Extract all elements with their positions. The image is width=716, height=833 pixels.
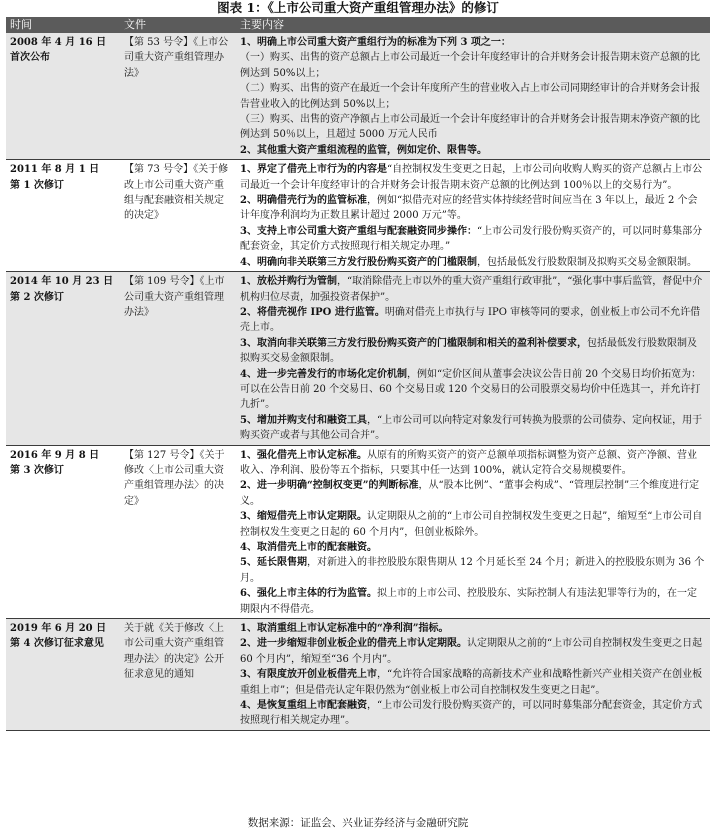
- row-time: [6, 272, 120, 445]
- row-document: 【第 73 号令】《关于修改上市公司重大资产重组与配套融资相关规定的决定》: [120, 160, 236, 272]
- table-header: [6, 17, 710, 33]
- row-content: [236, 619, 710, 731]
- content-item: 4、取消借壳上市的配套融资。: [240, 542, 377, 553]
- header-doc: 文件: [120, 17, 236, 33]
- content-lead: 2、明确借壳行为的监管标准: [240, 195, 367, 207]
- content-item: 2、其他重大资产重组流程的监管，例如定价、限售等。: [240, 144, 487, 156]
- content-item: 3、支持上市公司重大资产重组与配套融资同步操作：“上市公司发行股份购买资产的，可以同时募集部分配套资金，其定价方式按照现行相关规定办理。”: [240, 225, 703, 253]
- content-lead: 2、进一步明确“控制权变更”的判断标准: [240, 480, 419, 492]
- row-stage: 第 4 次修订征求意见: [10, 638, 104, 650]
- row-content: [236, 445, 710, 618]
- content-lead: 5、延长限售期: [240, 557, 307, 569]
- row-document: 【第 109 号令】《上市公司重大资产重组管理办法》: [120, 272, 236, 445]
- row-time: [6, 445, 120, 618]
- content-item: 3、取消向非关联第三方发行股份购买资产的门槛限制和相关的盈利补偿要求，包括最低发行股数限制及拟购买交易金额限制。: [240, 337, 697, 365]
- row-document: 【第 53 号令】《上市公司重大资产重组管理办法》: [120, 33, 236, 160]
- content-item: （二）购买、出售的资产在最近一个会计年度所产生的营业收入占上市公司同期经审计的合并财务会计报告营业收入的比例达到 50%以上；: [240, 83, 700, 110]
- content-item: 6、强化上市主体的行为监管。拟上市的上市公司、控股股东、实际控制人有违法犯罪等行为的，在一定期限内不得借壳。: [240, 588, 697, 615]
- content-item: 3、缩短借壳上市认定期限。认定期限从之前的“上市公司自控制权发生变更之日起”，缩短至“上市公司自控制权发生变更之日起的 60 个月内”，但创业板除外。: [240, 511, 703, 538]
- content-lead: 6、强化上市主体的行为监管。: [240, 588, 377, 600]
- content-lead: 3、取消向非关联第三方发行股份购买资产的门槛限制和相关的盈利补偿要求，: [240, 337, 587, 349]
- source-note: 数据来源：证监会、兴业证券经济与金融研究院: [247, 817, 469, 829]
- table-row: [6, 33, 710, 160]
- content-lead: 4、明确向非关联第三方发行股份购买资产的门槛限制: [240, 256, 477, 268]
- content-item: 4、明确向非关联第三方发行股份购买资产的门槛限制，包括最低发行股数限制及拟购买交易金额限制。: [240, 256, 697, 268]
- content-lead: 4、进一步完善发行的市场化定价机制: [240, 368, 407, 380]
- header-time: 时间: [6, 17, 120, 33]
- content-item: 2、明确借壳行为的监管标准，例如“拟借壳对应的经营实体持续经营时间应当在 3 年以上，最近 2 个会计年度净利润均为正数且累计超过 2000 万元”等。: [240, 195, 698, 222]
- content-item: 2、进一步明确“控制权变更”的判断标准，从“股本比例”、“董事会构成”、“管理层控制”三个维度进行定义。: [240, 480, 700, 507]
- row-document: 【第 127 号令】《关于修改〈上市公司重大资产重组管理办法〉的决定》: [120, 445, 236, 618]
- content-lead: 3、有限度放开创业板借壳上市: [240, 669, 377, 681]
- content-lead: 5、增加并购支付和融资工具: [240, 414, 367, 426]
- table-row: [6, 160, 710, 272]
- row-document: 关于就《关于修改〈上市公司重大资产重组管理办法〉的决定》公开征求意见的通知: [120, 619, 236, 731]
- revision-table: [6, 17, 710, 731]
- content-item: 2、将借壳视作 IPO 进行监管。明确对借壳上市执行与 IPO 审核等同的要求，创业板上市公司不允许借壳上市。: [240, 306, 701, 334]
- content-item: 4、进一步完善发行的市场化定价机制，例如“定价区间从董事会决议公告日前 20 个交易日均价拓宽为：可以在公告日前 20 个交易日、60 个交易日或 120 个交易日的公司股票交易均价中任选其一，并允许打九折”。: [240, 368, 702, 411]
- content-item: （一）购买、出售的资产总额占上市公司最近一个会计年度经审计的合并财务会计报告期末资产总额的比例达到 50%以上；: [240, 52, 700, 79]
- row-date: 2019 年 6 月 20 日: [10, 623, 107, 635]
- content-item: 4、是恢复重组上市配套融资，“上市公司发行股份购买资产的，可以同时募集部分配套资金，其定价方式按照现行相关规定办理”。: [240, 700, 703, 727]
- row-stage: 首次公布: [10, 52, 50, 64]
- content-item: （三）购买、出售的资产净额占上市公司最近一个会计年度经审计的合并财务会计报告期末净资产额的比例达到 50％以上，且超过 5000 万元人民币: [240, 114, 700, 141]
- table-row: [6, 445, 710, 618]
- content-lead: 1、放松并购行为管制: [240, 276, 337, 288]
- row-content: [236, 33, 710, 160]
- row-date: 2016 年 9 月 8 日: [10, 449, 100, 461]
- table-row: [6, 619, 710, 731]
- row-stage: 第 3 次修订: [10, 464, 64, 476]
- row-date: 2011 年 8 月 1 日: [10, 164, 100, 176]
- content-item: 3、有限度放开创业板借壳上市，“允许符合国家战略的高新技术产业和战略性新兴产业相关资产在创业板重组上市”；但是借壳认定年限仍然为“创业板上市公司自控制权发生变更之日起”。: [240, 669, 703, 696]
- content-lead: 1、强化借壳上市认定标准。: [240, 449, 367, 461]
- content-lead: 3、支持上市公司重大资产重组与配套融资同步操作：: [240, 225, 477, 237]
- row-content: [236, 160, 710, 272]
- row-date: 2014 年 10 月 23 日: [10, 276, 114, 288]
- row-time: [6, 619, 120, 731]
- content-lead: 2、将借壳视作 IPO 进行监管。: [240, 306, 385, 318]
- content-item: 1、明确上市公司重大资产重组行为的标准为下列 3 项之一：: [240, 37, 511, 48]
- row-content: [236, 272, 710, 445]
- row-stage: 第 2 次修订: [10, 291, 64, 303]
- content-item: 2、进一步缩短非创业板企业的借壳上市认定期限。认定期限从之前的“上市公司自控制权发生变更之日起 60 个月内”，缩短至“36 个月内”。: [240, 638, 703, 665]
- content-item: 1、取消重组上市认定标准中的“净利润”指标。: [240, 623, 449, 635]
- content-item: 5、延长限售期，对新进入的非控股股东限售期从 12 个月延长至 24 个月；新进入的控股股东则为 36 个月。: [240, 557, 705, 584]
- content-item: 1、放松并购行为管制，“取消除借壳上市以外的重大资产重组行政审批”，“强化事中事后监管，督促中介机构归位尽责，加强投资者保护”。: [240, 276, 703, 303]
- content-lead: 1、界定了借壳上市行为的内容是: [240, 164, 387, 176]
- content-lead: 2、进一步缩短非创业板企业的借壳上市认定期限。: [240, 638, 467, 650]
- row-date: 2008 年 4 月 16 日: [10, 37, 107, 48]
- content-lead: 4、是恢复重组上市配套融资: [240, 700, 367, 712]
- row-time: [6, 160, 120, 272]
- content-item: 1、界定了借壳上市行为的内容是“自控制权发生变更之日起，上市公司向收购人购买的资产总额占上市公司最近一个会计年度经审计的合并财务会计报告期末资产总额的比例达到 100％以上的交易行为”。: [240, 164, 703, 191]
- header-content: 主要内容: [236, 17, 710, 33]
- row-stage: 第 1 次修订: [10, 179, 64, 191]
- row-time: [6, 33, 120, 160]
- content-item: 5、增加并购支付和融资工具，“上市公司可以向特定对象发行可转换为股票的公司债券、定向权证，用于购买资产或者与其他公司合并”。: [240, 414, 703, 442]
- table-row: [6, 272, 710, 445]
- figure-title: 图表 1：《上市公司重大资产重组管理办法》的修订: [217, 0, 499, 15]
- content-item: 1、强化借壳上市认定标准。从原有的所购买资产的资产总额单项指标调整为资产总额、资产净额、营业收入、净利润、股份等五个指标，只要其中任一达到 100%，就认定符合交易规模要件。: [240, 449, 697, 476]
- content-lead: 3、缩短借壳上市认定期限。: [240, 511, 367, 523]
